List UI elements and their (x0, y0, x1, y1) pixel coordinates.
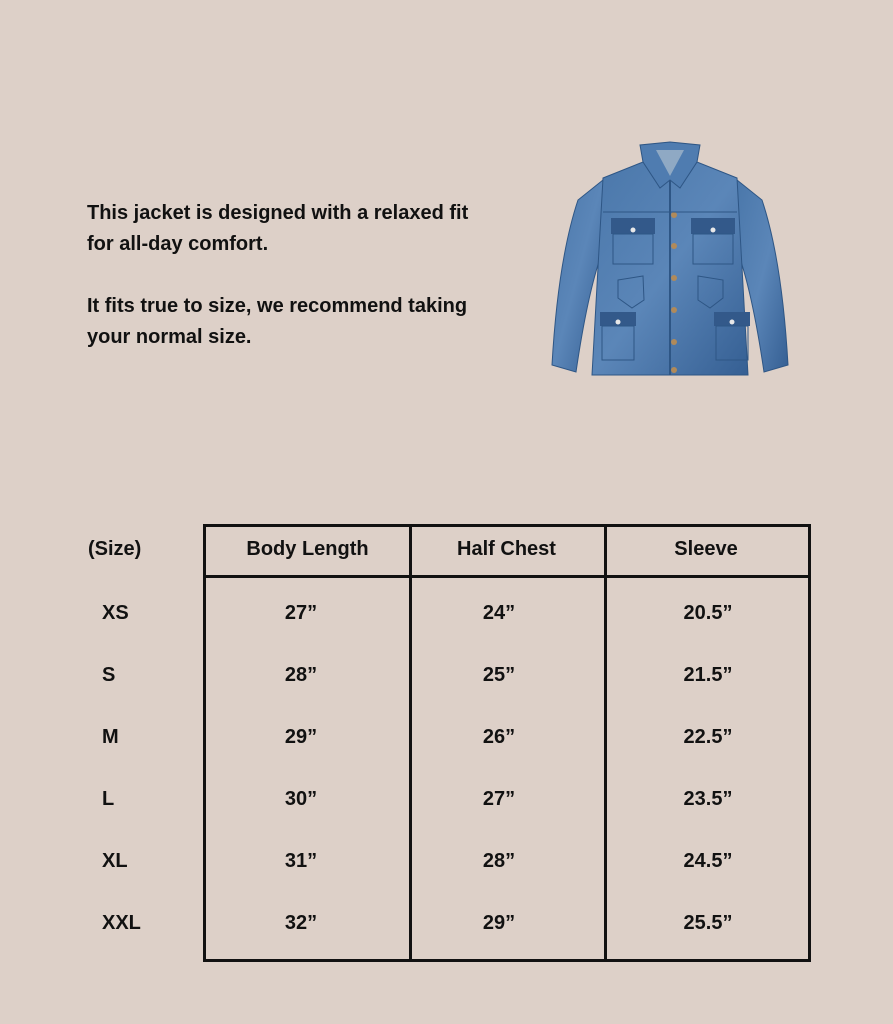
half-chest-cell: 29” (482, 912, 516, 934)
size-cell: XXL (102, 912, 141, 934)
size-cell: L (102, 788, 115, 810)
half-chest-cell: 28” (482, 850, 516, 872)
header-half-chest: Half Chest (457, 538, 556, 560)
half-chest-cell: 26” (482, 726, 516, 748)
header-divider (206, 575, 808, 578)
half-chest-cell: 24” (482, 602, 516, 624)
denim-jacket-image (548, 140, 792, 380)
half-chest-cell: 25” (482, 664, 516, 686)
size-cell: S (102, 664, 116, 686)
fit-description: This jacket is designed with a relaxed fit for all-day comfort. (87, 202, 469, 255)
product-description (87, 198, 487, 353)
sleeve-cell: 21.5” (683, 664, 733, 686)
body-length-cell: 31” (284, 850, 318, 872)
header-body-length: Body Length (246, 538, 369, 560)
table-row (0, 726, 893, 756)
body-length-cell: 32” (284, 912, 318, 934)
table-row (0, 912, 893, 942)
table-row (0, 602, 893, 632)
body-length-cell: 27” (284, 602, 318, 624)
sleeve-cell: 25.5” (683, 912, 733, 934)
sleeve-cell: 23.5” (683, 788, 733, 810)
size-recommendation: It fits true to size, we recommend taking your normal size. (87, 295, 468, 348)
size-cell: M (102, 726, 119, 748)
size-cell: XS (102, 602, 129, 624)
half-chest-cell: 27” (482, 788, 516, 810)
header-sleeve: Sleeve (674, 538, 738, 560)
size-column-label: (Size) (88, 538, 142, 560)
body-length-cell: 28” (284, 664, 318, 686)
table-row (0, 788, 893, 818)
sleeve-cell: 24.5” (683, 850, 733, 872)
sleeve-cell: 20.5” (683, 602, 733, 624)
body-length-cell: 30” (284, 788, 318, 810)
table-row (0, 850, 893, 880)
size-cell: XL (102, 850, 128, 872)
sleeve-cell: 22.5” (683, 726, 733, 748)
table-row (0, 664, 893, 694)
body-length-cell: 29” (284, 726, 318, 748)
